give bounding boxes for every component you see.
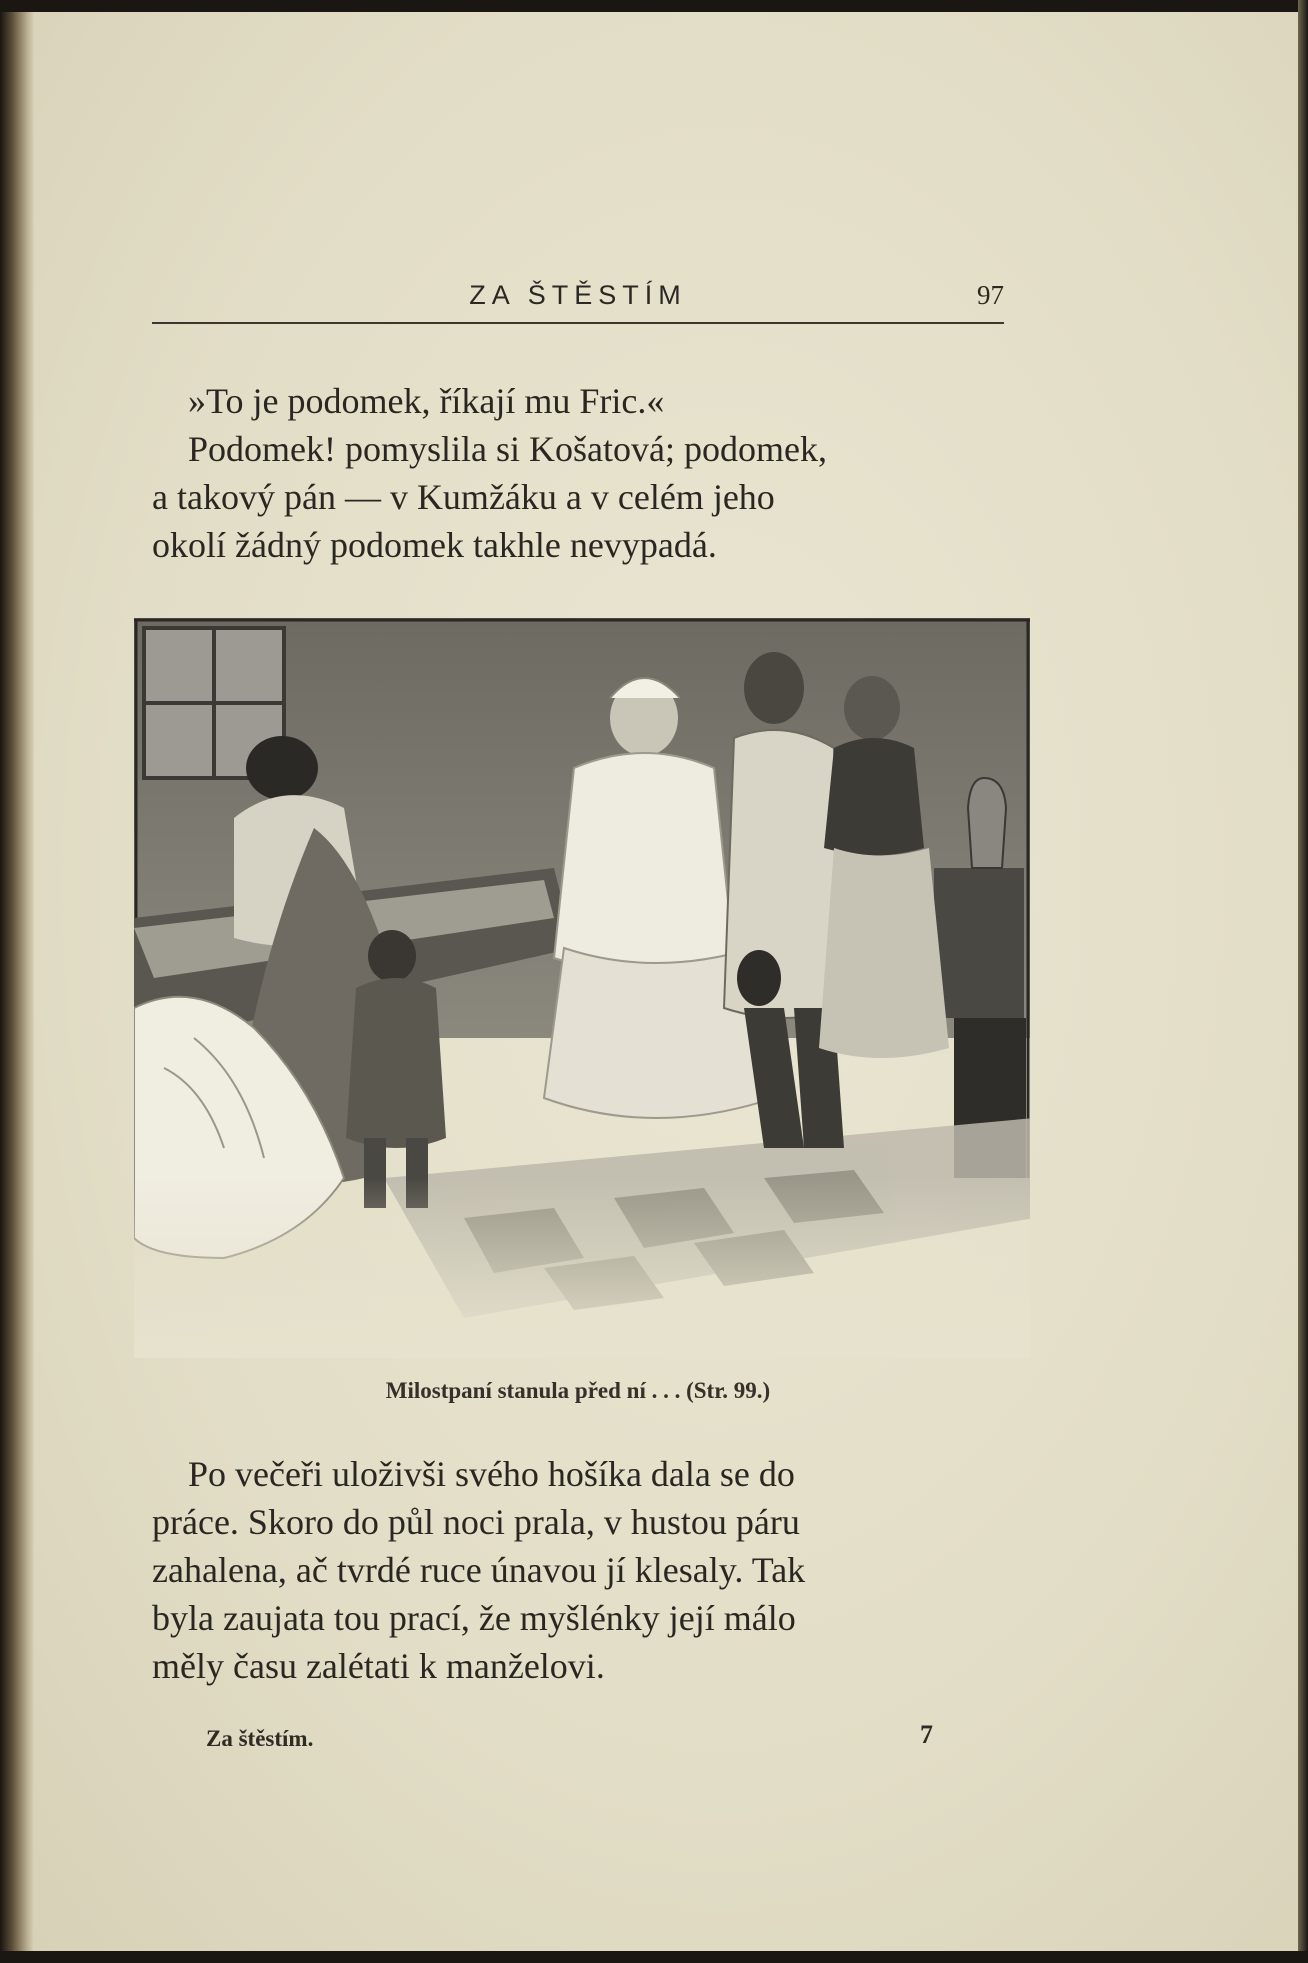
illustration-laundry-scene — [134, 618, 1030, 1358]
text-line: okolí žádný podomek takhle nevypadá. — [152, 525, 717, 565]
text-line: byla zaujata tou prací, že myšlénky její málo — [152, 1598, 796, 1638]
footer-sheet-number: 7 — [920, 1720, 933, 1749]
illustration-caption: Milostpaní stanula před ní . . . (Str. 99.) — [385, 1378, 771, 1403]
page-edge-bottom — [0, 1951, 1308, 1963]
paragraph-bottom — [152, 1450, 1004, 1690]
paragraph-top — [152, 377, 1004, 569]
page-edge-top — [0, 0, 1308, 12]
text-line: Podomek! pomyslila si Košatová; podomek, — [188, 429, 827, 469]
book-spine — [0, 0, 34, 1963]
running-head — [152, 276, 1004, 324]
text-line: zahalena, ač tvrdé ruce únavou jí klesaly. Tak — [152, 1550, 806, 1590]
text-line: Po večeři uloživši svého hošíka dala se do — [188, 1454, 795, 1494]
text-line: a takový pán — v Kumžáku a v celém jeho — [152, 477, 775, 517]
page-number: 97 — [977, 280, 1004, 310]
text-line: měly času zalétati k manželovi. — [152, 1646, 605, 1686]
page-edge-right — [1298, 0, 1308, 1963]
text-line: »To je podomek, říkají mu Fric.« — [188, 381, 665, 421]
running-head-title: ZA ŠTĚSTÍM — [469, 280, 687, 310]
footer-signature: Za štěstím. — [206, 1726, 314, 1751]
text-line: práce. Skoro do půl noci prala, v hustou páru — [152, 1502, 800, 1542]
